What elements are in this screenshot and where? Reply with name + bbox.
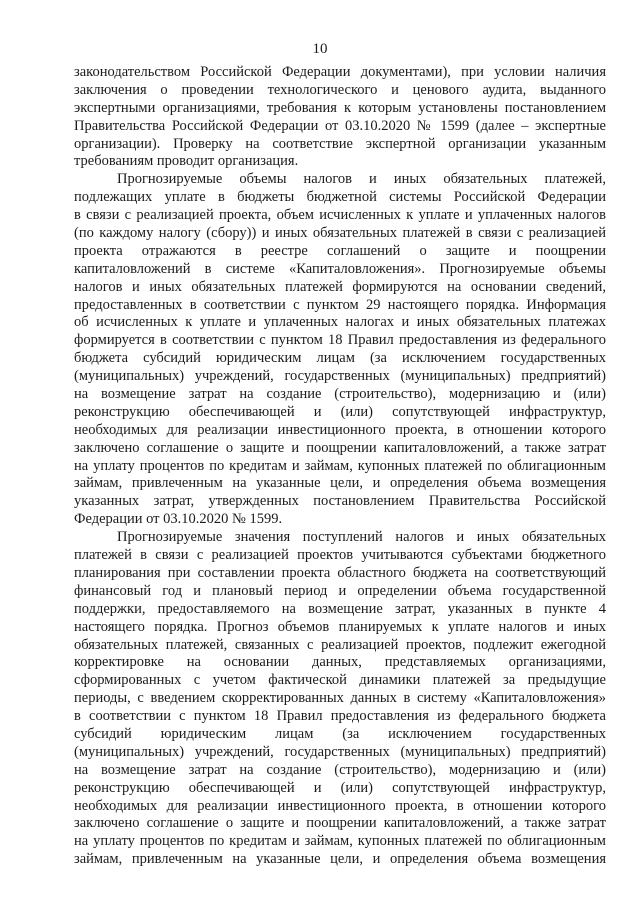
text-line: (по каждому налогу (сбору)) и иных обязательных платежей в связи с реализацией [74,225,606,242]
text-line: (муниципальных) учреждений, государственных (муниципальных) предприятий) [74,743,606,760]
text-line: займам, привлеченным на указанные цели, и определения объема возмещения [74,851,606,868]
text-line: обязательных платежей, связанных с реализацией проектов, подлежит ежегодной [74,636,606,653]
text-line: реконструкцию обеспечивающей и (или) сопутствующей инфраструктур, [74,779,606,796]
text-line: планирования при составлении проекта областного бюджета на соответствующий [74,564,606,581]
text-line: в связи с реализацией проекта, объем исчисленных к уплате и уплаченных налогов [74,207,606,224]
text-line: подлежащих уплате в бюджеты бюджетной системы Российской Федерации [74,189,606,206]
text-line: бюджета субсидий юридическим лицам (за исключением государственных [74,350,606,367]
text-line: реконструкцию обеспечивающей и (или) сопутствующей инфраструктур, [74,403,606,420]
text-line: требованиям проводит организация. [74,153,299,170]
paragraph-tax-forecast [74,171,606,529]
paragraph-continuation [74,64,606,171]
body-text [74,64,606,869]
text-line: на возмещение затрат на создание (строительство), модернизацию и (или) [74,761,606,778]
paragraph-revenue-forecast [74,529,606,869]
text-line: поддержки, предоставляемого на возмещение затрат, указанных в пункте 4 [74,600,606,617]
text-line: законодательством Российской Федерации документами), при условии наличия [74,64,606,80]
text-line: в соответствии с пунктом 18 Правил предоставления из федерального бюджета [74,708,606,725]
text-line: налогов и иных обязательных платежей формируются на основании сведений, [74,278,606,295]
text-line: организации). Проверку на соответствие экспертной организации указанным [74,135,606,152]
text-line: об исчисленных к уплате и уплаченных налогах и иных обязательных платежах [74,314,606,331]
text-line: предоставленных в соответствии с пунктом 29 настоящего порядка. Информация [74,296,606,313]
text-line: заключено соглашение о защите и поощрении капиталовложений, а также затрат [74,439,606,456]
page-number: 10 [312,41,328,57]
text-line: заключено соглашение о защите и поощрении капиталовложений, а также затрат [74,815,606,832]
text-line: финансовый год и плановый период и определении объема государственной [74,582,606,599]
text-line: необходимых для реализации инвестиционного проекта, в отношении которого [74,421,606,438]
text-line: Правительства Российской Федерации от 03.10.2020 № 1599 (далее – экспертные [74,117,606,134]
text-line: формируется в соответствии с пунктом 18 Правил предоставления из федерального [74,332,606,349]
text-line: займам, привлеченным на указанные цели, и определения объема возмещения [74,475,606,492]
text-line: (муниципальных) учреждений, государственных (муниципальных) предприятий) [74,368,606,385]
text-line: Прогнозируемые объемы налогов и иных обязательных платежей, [117,171,606,188]
text-line: настоящего порядка. Прогноз объемов планируемых к уплате налогов и иных [74,618,606,635]
text-line: периоды, с введением скорректированных данных в систему «Капиталовложения» [74,690,606,707]
text-line: на уплату процентов по кредитам и займам, купонных платежей по облигационным [74,833,606,850]
text-line: проекта отражаются в реестре соглашений о защите и поощрении [74,242,606,259]
text-line: сформированных с учетом фактической динамики платежей за предыдущие [74,672,606,689]
text-line: субсидий юридическим лицам (за исключением государственных [74,725,606,742]
text-line: необходимых для реализации инвестиционного проекта, в отношении которого [74,797,606,814]
text-line: на возмещение затрат на создание (строительство), модернизацию и (или) [74,386,606,403]
text-line: заключения о проведении технологического и ценового аудита, выданного [74,81,606,98]
text-line: на уплату процентов по кредитам и займам, купонных платежей по облигационным [74,457,606,474]
text-line: Прогнозируемые значения поступлений налогов и иных обязательных [117,529,606,546]
text-line: Федерации от 03.10.2020 № 1599. [74,511,283,528]
text-line: экспертными организациями, требования к которым установлены постановлением [74,99,606,116]
text-line: платежей в связи с реализацией проектов учитываются субъектами бюджетного [74,547,606,564]
text-line: указанных затрат, утвержденных постановлением Правительства Российской [74,493,606,510]
text-line: корректировке на основании данных, представляемых организациями, [74,654,606,671]
text-line: капиталовложений в системе «Капиталовложения». Прогнозируемые объемы [74,260,606,277]
